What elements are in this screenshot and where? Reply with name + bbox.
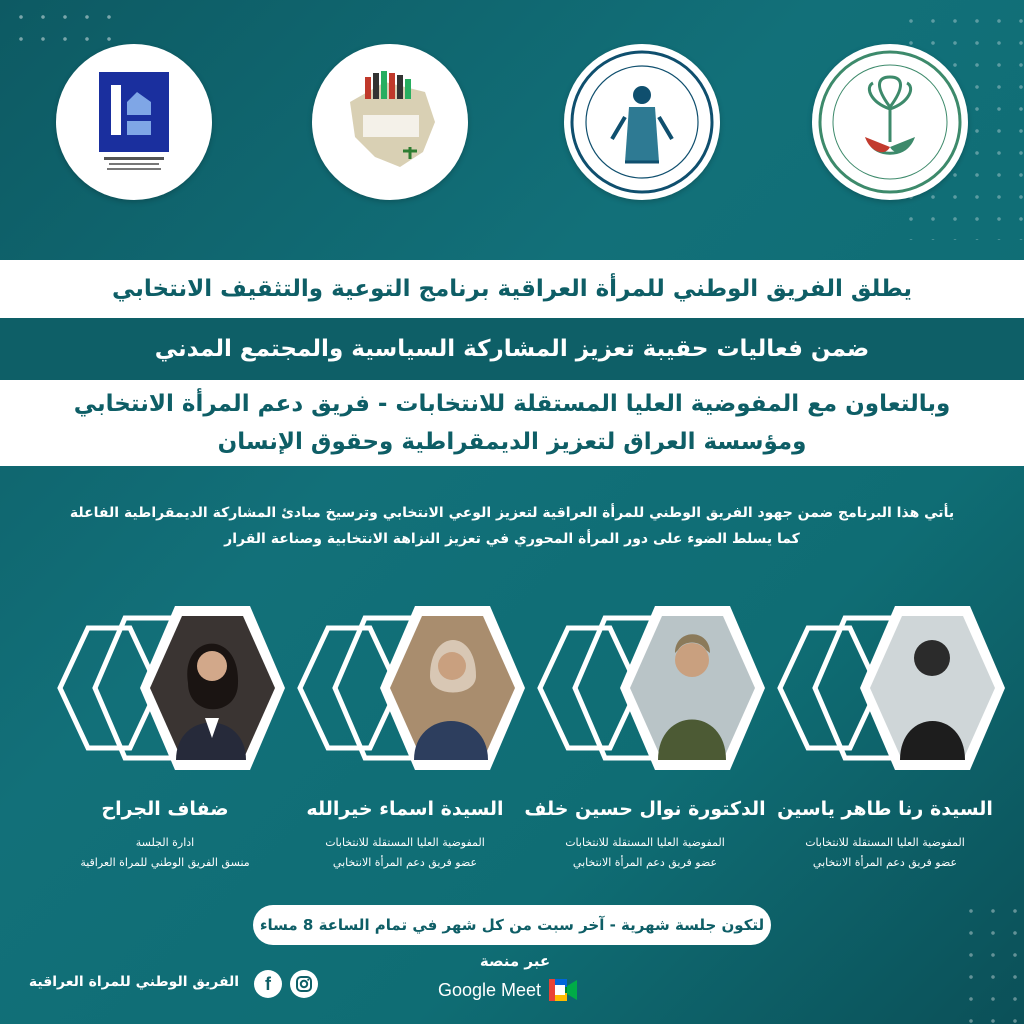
speaker-card <box>280 588 530 928</box>
google-meet-icon <box>549 979 577 1001</box>
headline-band-1 <box>0 260 1024 318</box>
iraqi-womens-national-team-logo <box>564 44 720 200</box>
speaker-photo-frame <box>760 588 1010 788</box>
intro-line-1: يأتي هذا البرنامج ضمن جهود الفريق الوطني للمرأة العراقية لتعزيز الوعي الانتخابي وترسيخ مبادئ المشاركة الديمقراطية الفاعلة <box>69 505 955 521</box>
dot-pattern-top-left <box>10 6 120 46</box>
speaker-card <box>40 588 290 928</box>
speaker-name: الدكتورة نوال حسين خلف <box>524 798 766 820</box>
speaker-role-2: عضو فريق دعم المرأة الانتخابي <box>332 856 478 869</box>
speaker-role-1: المفوضية العليا المستقلة للانتخابات <box>325 836 485 849</box>
headline-line-2: ضمن فعاليات حقيبة تعزيز المشاركة السياسية والمجتمع المدني <box>154 336 870 362</box>
instagram-icon[interactable] <box>290 970 318 998</box>
high-council-womens-affairs-logo <box>812 44 968 200</box>
headline-line-1: يطلق الفريق الوطني للمرأة العراقية برنامج التوعية والتثقيف الانتخابي <box>111 276 913 302</box>
headline-line-3b: ومؤسسة العراق لتعزيز الديمقراطية وحقوق الإنسان <box>217 429 807 455</box>
speaker-card <box>520 588 770 928</box>
headline-line-3a: وبالتعاون مع المفوضية العليا المستقلة للانتخابات - فريق دعم المرأة الانتخابي <box>73 391 951 417</box>
speaker-photo-frame <box>520 588 770 788</box>
speaker-photo-frame <box>40 588 290 788</box>
footer-org-name: الفريق الوطني للمراة العراقية <box>28 974 240 990</box>
speaker-role-1: المفوضية العليا المستقلة للانتخابات <box>805 836 965 849</box>
schedule-text: لتكون جلسة شهرية - آخر سبت من كل شهر في تمام الساعة 8 مساء <box>259 916 765 934</box>
speaker-name: ضفاف الجراح <box>101 798 229 820</box>
headline-band-2 <box>0 318 1024 380</box>
platform-label: عبر منصة <box>479 952 551 970</box>
intro-line-2: كما يسلط الضوء على دور المرأة المحوري في تعزيز النزاهة الانتخابية وصناعة القرار <box>224 531 800 547</box>
speaker-name: السيدة رنا طاهر ياسين <box>777 798 993 820</box>
schedule-pill <box>253 905 771 945</box>
speaker-name: السيدة اسماء خيرالله <box>306 798 504 820</box>
speaker-role-2: عضو فريق دعم المرأة الانتخابي <box>572 856 718 869</box>
speaker-photo-frame <box>280 588 530 788</box>
speaker-role-2: منسق الفريق الوطني للمراة العراقية <box>80 856 250 869</box>
google-meet-label: Google Meet <box>438 979 542 1000</box>
speaker-card <box>760 588 1010 928</box>
speaker-role-1: ادارة الجلسة <box>135 836 195 849</box>
google-meet-badge[interactable] <box>438 976 598 1004</box>
facebook-icon[interactable]: f <box>254 970 282 998</box>
intro-paragraph <box>40 500 984 552</box>
speaker-role-1: المفوضية العليا المستقلة للانتخابات <box>565 836 725 849</box>
headline-band-3 <box>0 380 1024 466</box>
ihec-logo <box>56 44 212 200</box>
speaker-role-2: عضو فريق دعم المرأة الانتخابي <box>812 856 958 869</box>
iraq-foundation-logo <box>312 44 468 200</box>
